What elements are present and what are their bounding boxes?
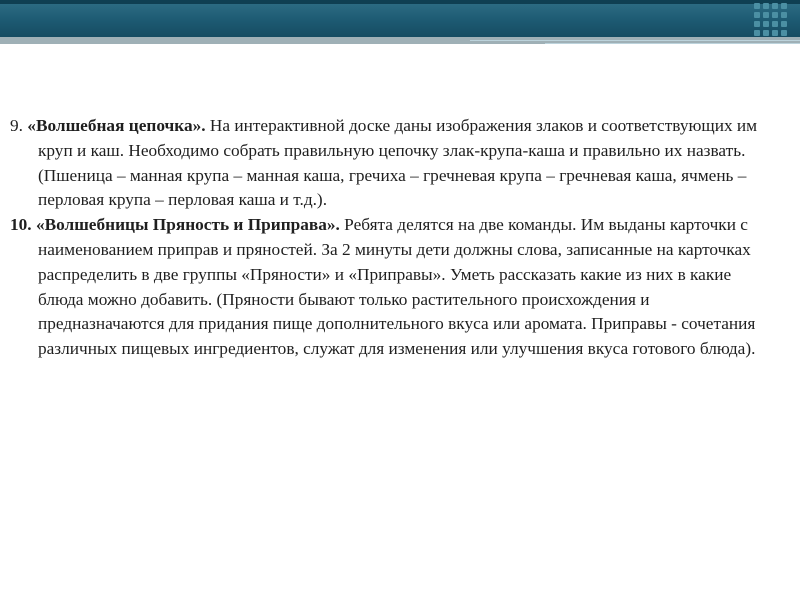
list-item — [10, 213, 780, 362]
list-item — [10, 114, 780, 213]
header-band — [0, 0, 800, 37]
item-text: На интерактивной доске даны изображения злаков и соответствующих им круп и каш. Необходимо собрать правильную цепочку злак-крупа-каша и правильно их назвать. (Пшеница – манная крупа – манная каша, гречиха – гречневая крупа – гречневая каша, ячмень – перловая крупа – перловая каша и т.д.). — [38, 116, 758, 210]
item-number: 10. — [10, 215, 32, 235]
item-title: «Волшебницы Пряность и Приправа». — [35, 215, 340, 235]
item-number: 9. — [10, 116, 23, 135]
corner-dots-decoration — [754, 0, 790, 47]
item-text: Ребята делятся на две команды. Им выданы карточки с наименованием приправ и пряностей. За 2 минуты дети должны слова, записанные на карточках распределить в две группы «Пряности» и «Приправы». Уметь рассказать какие из них в какие блюда можно добавить. (Пряности бывают только растительного происхождения и предназначаются для придания пище дополнительного вкуса или аромата. Приправы - сочетания различных пищевых ингредиентов, служат для изменения или улучшения вкуса готового блюда). — [38, 215, 756, 359]
decorative-rule — [470, 40, 800, 41]
slide-body — [10, 114, 780, 362]
item-title: «Волшебная цепочка». — [27, 116, 206, 135]
header-accent-bar — [0, 0, 800, 4]
